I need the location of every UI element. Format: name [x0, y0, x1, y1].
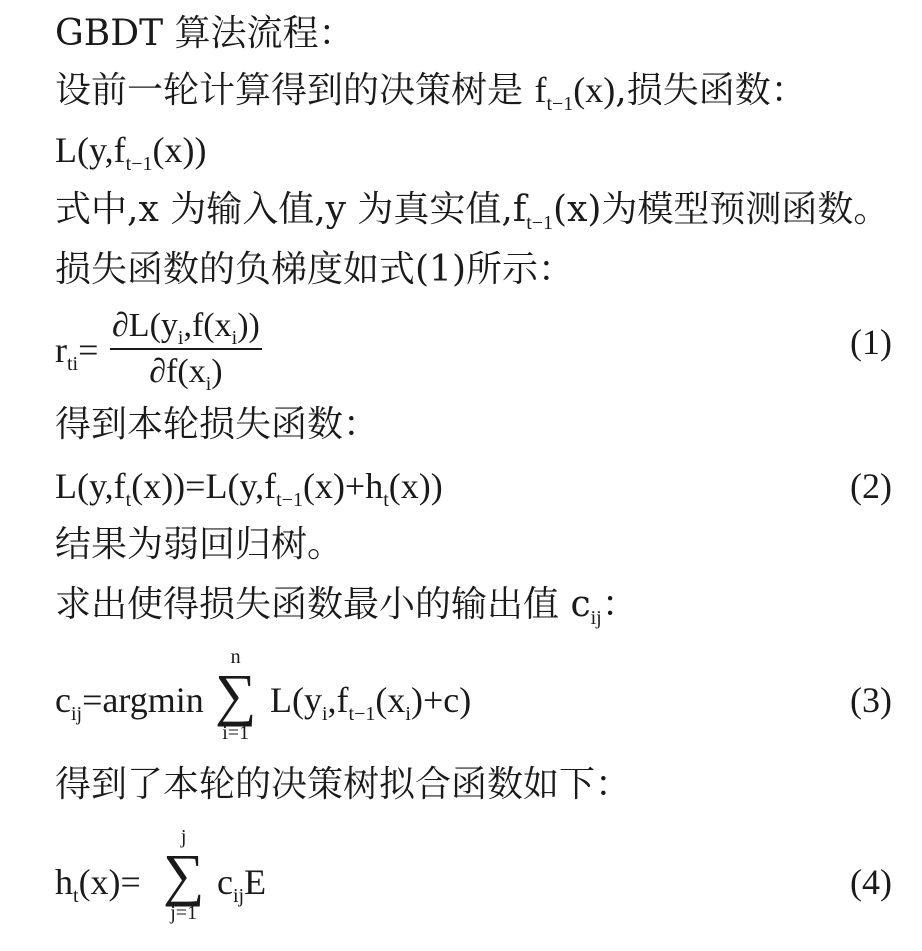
eq4-summation: [163, 826, 204, 924]
prev-tree-subscript: t−1: [546, 93, 574, 115]
eq4-sum-lower: j=1: [170, 902, 198, 924]
loss-text-end: (x)): [152, 130, 207, 170]
current-loss-paragraph: 得到本轮损失函数：: [55, 404, 380, 445]
eq1-denominator: $\partial f(x_i)$: [149, 353, 223, 395]
eq1-fraction-bar: [110, 348, 262, 350]
equation-4-lhs: $h_t(x)=$: [55, 862, 141, 907]
eq4-sum-upper: j: [180, 826, 187, 848]
sigma-icon: ∑: [163, 842, 205, 907]
eq1-numerator: $\partial L(y_i,f(x_i))$: [112, 307, 260, 349]
eq3-sum-lower: i=1: [222, 722, 250, 744]
equation-2-number: (2): [850, 466, 892, 506]
loss-function-line: [55, 130, 207, 175]
equation-3-lhs: $c_{ij}=argmin$: [55, 680, 204, 725]
equation-4-rhs: $c_{ij}E$: [217, 862, 267, 907]
intro-paragraph: [55, 70, 807, 115]
definition-subscript: t−1: [526, 212, 554, 234]
loss-text: L(y,f: [55, 130, 126, 170]
equation-1-number: (1): [850, 322, 892, 362]
weak-tree-paragraph: 结果为弱回归树。: [55, 524, 344, 565]
equation-4-number: (4): [850, 862, 892, 902]
sigma-icon: ∑: [215, 662, 257, 727]
eq3-summation: [215, 646, 256, 744]
eq1-r: r: [55, 330, 67, 370]
minimize-paragraph: 求出使得损失函数最小的输出值 $c_{ij}$：: [55, 584, 638, 629]
equation-1-fraction: [110, 306, 262, 395]
prev-tree-symbol: f: [534, 70, 547, 110]
equation-3-number: (3): [850, 680, 892, 720]
equation-3-rhs: $L(y_i,f_{t-1}(x_i)+c)$: [270, 680, 472, 725]
fit-function-paragraph: 得到了本轮的决策树拟合函数如下：: [55, 764, 632, 805]
definition-paragraph: [55, 189, 890, 234]
loss-subscript: t−1: [125, 153, 153, 175]
equation-2: $L(y,f_t(x))=L(y,f_{t-1}(x)+h_t(x))$: [55, 466, 443, 511]
prev-tree-arg: (x): [573, 70, 616, 110]
equation-1-lhs: [55, 330, 99, 375]
intro-text-end: ,损失函数：: [615, 70, 807, 111]
definition-text: 式中,x 为输入值,y 为真实值,f: [55, 189, 527, 230]
intro-text: 设前一轮计算得到的决策树是: [55, 70, 535, 111]
page-title: GBDT 算法流程：: [55, 13, 355, 54]
eq1-equals: =: [78, 330, 99, 370]
eq3-sum-upper: n: [230, 646, 241, 668]
definition-text-end: (x)为模型预测函数。: [553, 189, 890, 230]
gradient-paragraph: 损失函数的负梯度如式(1)所示：: [55, 249, 574, 290]
eq1-r-subscript: ti: [67, 353, 79, 375]
